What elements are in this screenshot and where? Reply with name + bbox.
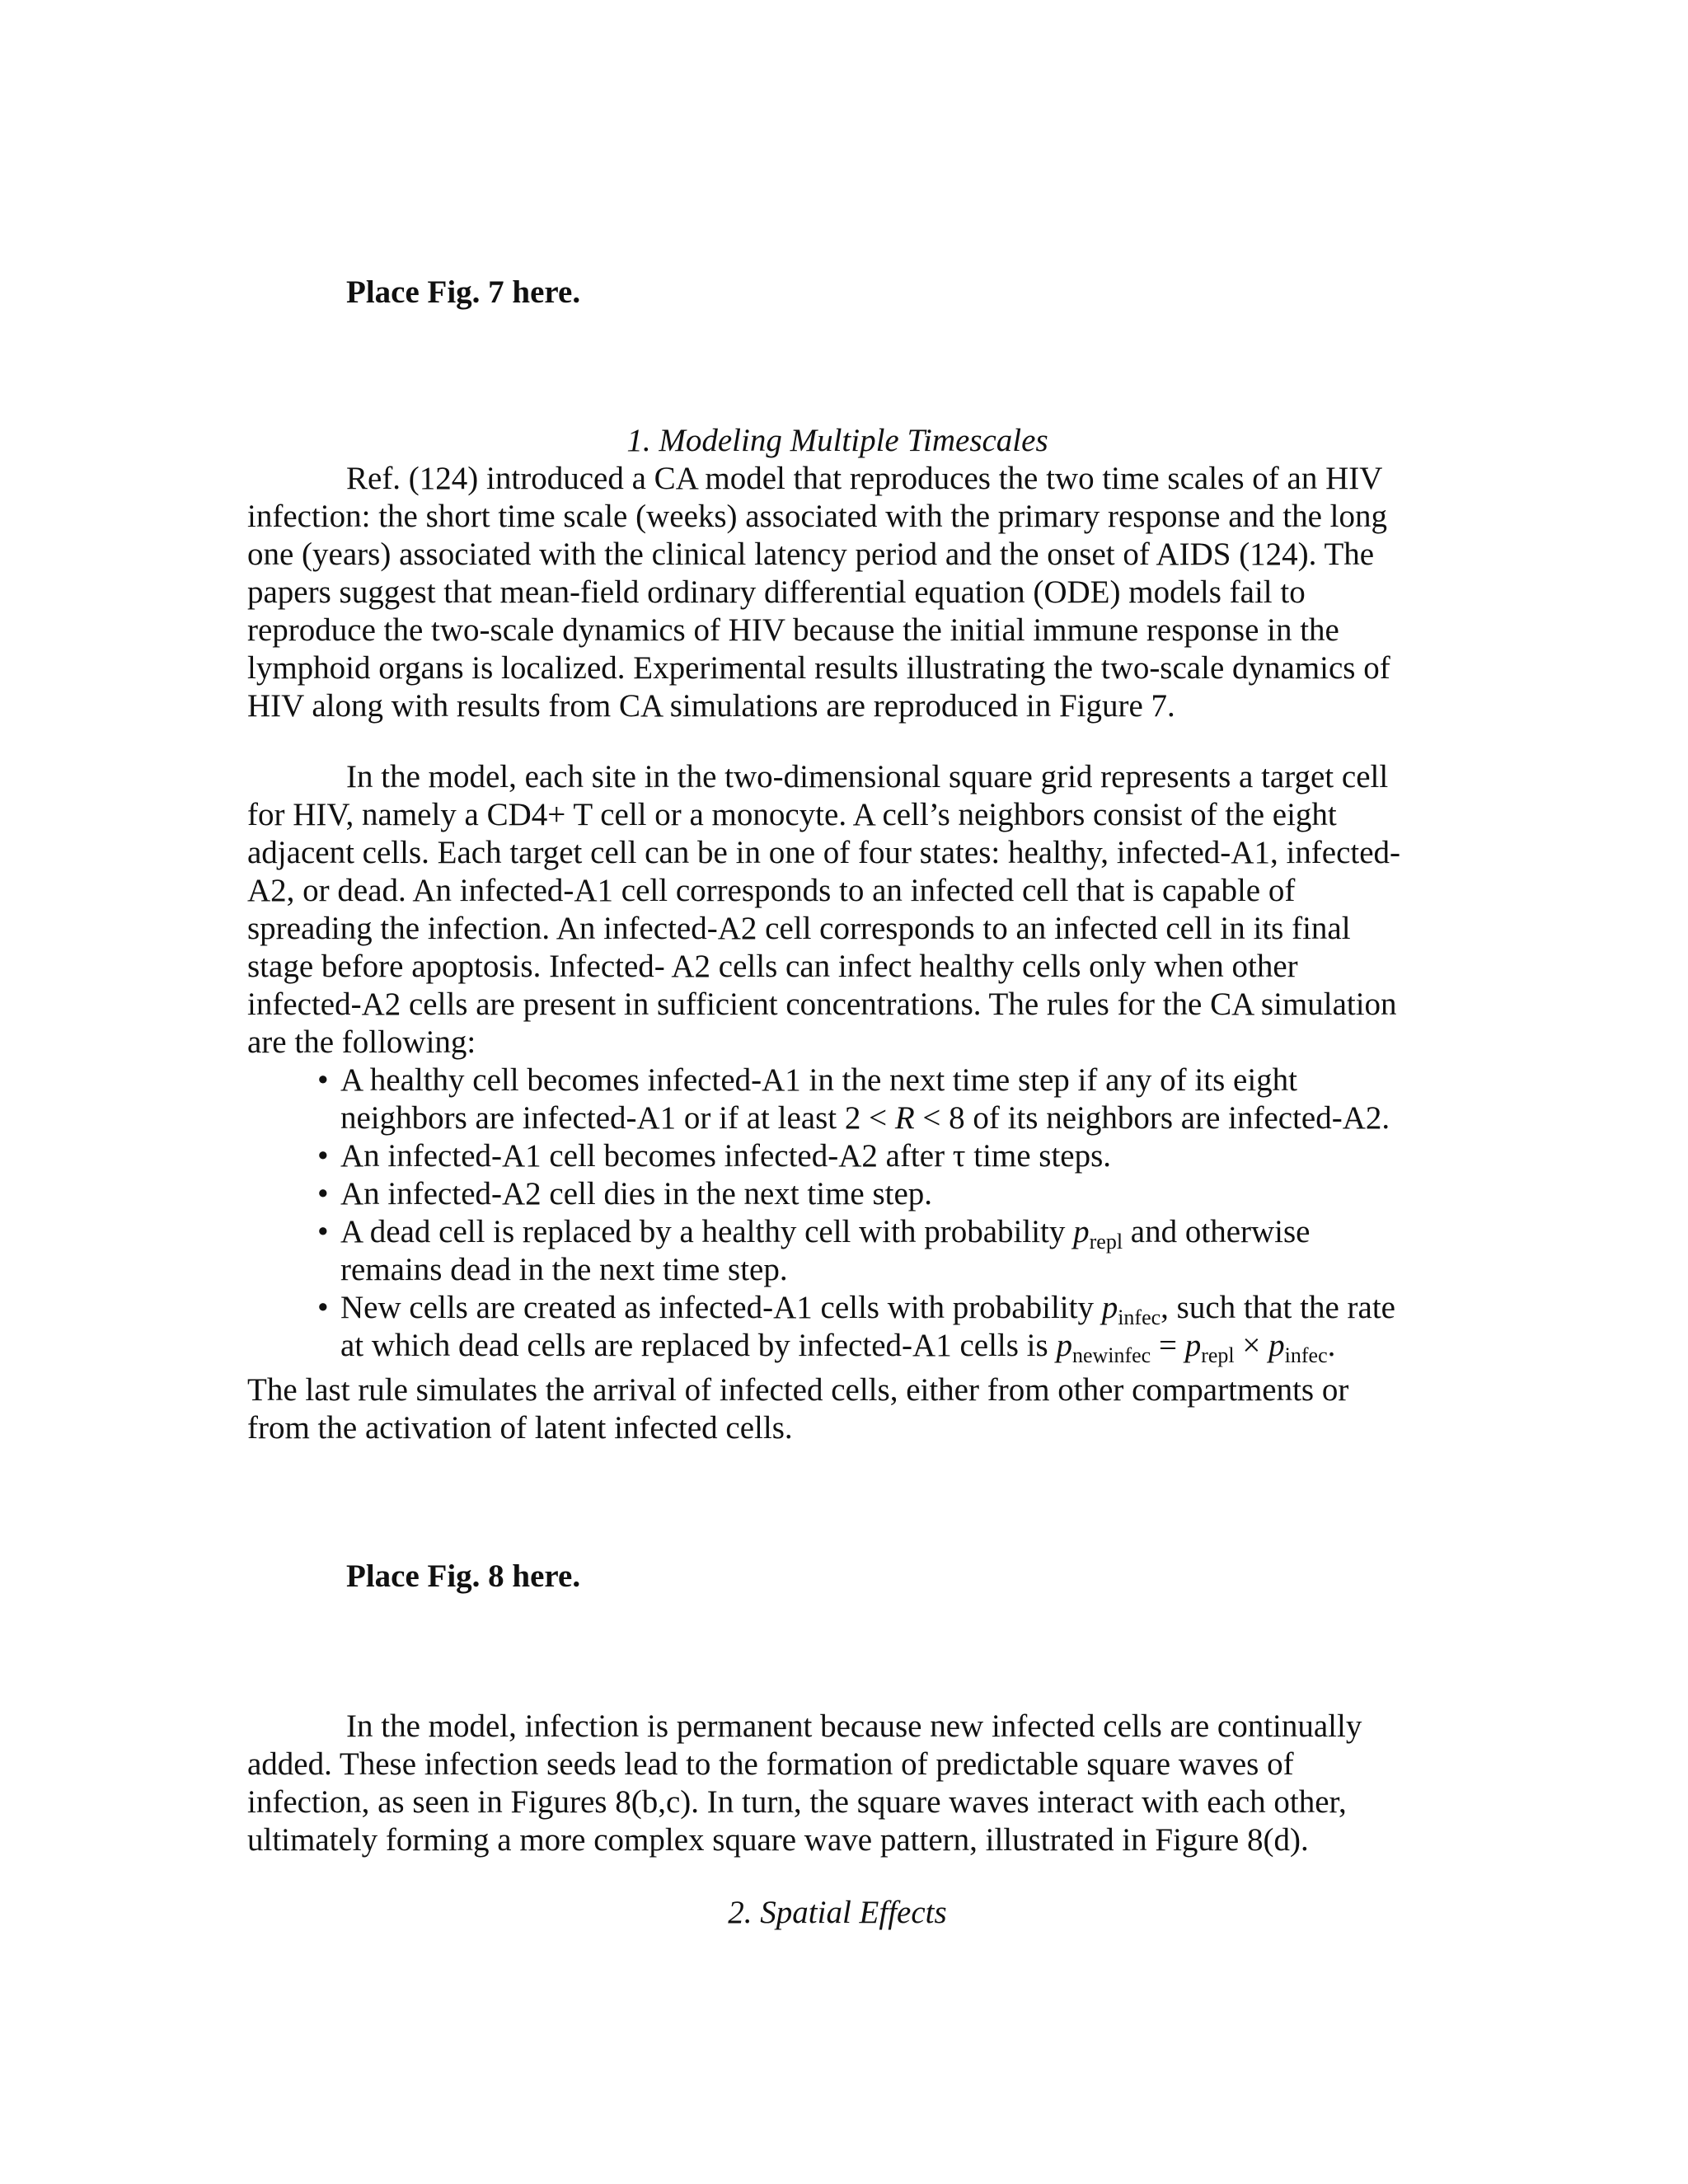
text-line: papers suggest that mean-field ordinary differential equation (ODE) models fail to bbox=[247, 574, 1306, 610]
text-line: one (years) associated with the clinical latency period and the onset of AIDS (124). The bbox=[247, 537, 1375, 572]
bullet: • bbox=[317, 1176, 329, 1212]
paragraph-intro bbox=[247, 460, 1434, 725]
rule-item bbox=[317, 1213, 1438, 1289]
figure-8-placeholder: Place Fig. 8 here. bbox=[346, 1558, 581, 1594]
text-line: remains dead in the next time step. bbox=[340, 1252, 788, 1287]
text-line: adjacent cells. Each target cell can be in one of four states: healthy, infected-A1, infected- bbox=[247, 835, 1401, 870]
bullet: • bbox=[317, 1290, 329, 1325]
text-line: neighbors are infected-A1 or if at least 2 < R < 8 of its neighbors are infected-A2. bbox=[340, 1100, 1390, 1136]
bullet: • bbox=[317, 1138, 329, 1174]
paragraph-last-rule bbox=[247, 1371, 1434, 1447]
rule-item bbox=[317, 1175, 1438, 1213]
text-line: An infected-A1 cell becomes infected-A2 after τ time steps. bbox=[340, 1138, 1112, 1174]
paragraph-infection-waves bbox=[247, 1708, 1434, 1859]
text-line: An infected-A2 cell dies in the next time step. bbox=[340, 1176, 933, 1212]
text-line: In the model, each site in the two-dimensional square grid represents a target cell bbox=[346, 759, 1389, 794]
text-line: spreading the infection. An infected-A2 cell corresponds to an infected cell in its final bbox=[247, 911, 1351, 946]
text-line: HIV along with results from CA simulations are reproduced in Figure 7. bbox=[247, 688, 1175, 724]
text-line: A dead cell is replaced by a healthy cell with probability $p_{repl}$ and otherwise bbox=[340, 1214, 1311, 1254]
text-line: are the following: bbox=[247, 1024, 476, 1060]
bullet: • bbox=[317, 1214, 329, 1249]
text-line: reproduce the two-scale dynamics of HIV because the initial immune response in the bbox=[247, 612, 1339, 648]
text-line: New cells are created as infected-A1 cells with probability $p_{infec}$, such that the rate bbox=[340, 1290, 1395, 1329]
figure-7-placeholder: Place Fig. 7 here. bbox=[346, 274, 581, 310]
text-line: infection: the short time scale (weeks) associated with the primary response and the long bbox=[247, 499, 1387, 534]
section-1-heading: 1. Modeling Multiple Timescales bbox=[626, 423, 1048, 458]
text-line: Ref. (124) introduced a CA model that reproduces the two time scales of an HIV bbox=[346, 461, 1383, 496]
rule-item bbox=[317, 1289, 1438, 1365]
text-line: ultimately forming a more complex square wave pattern, illustrated in Figure 8(d). bbox=[247, 1822, 1309, 1858]
text-line: stage before apoptosis. Infected- A2 cells can infect healthy cells only when other bbox=[247, 949, 1298, 984]
ca-rules-list bbox=[317, 1062, 1438, 1365]
text-line: A healthy cell becomes infected-A1 in the next time step if any of its eight bbox=[340, 1062, 1297, 1098]
text-line: from the activation of latent infected cells. bbox=[247, 1410, 793, 1446]
text-line: The last rule simulates the arrival of infected cells, either from other compartments or bbox=[247, 1372, 1349, 1408]
text-line: infection, as seen in Figures 8(b,c). In turn, the square waves interact with each other, bbox=[247, 1784, 1347, 1820]
text-line: lymphoid organs is localized. Experimental results illustrating the two-scale dynamics of bbox=[247, 650, 1390, 686]
section-2-heading: 2. Spatial Effects bbox=[728, 1895, 947, 1930]
rule-item bbox=[317, 1062, 1438, 1137]
rule-item bbox=[317, 1137, 1438, 1175]
text-line: for HIV, namely a CD4+ T cell or a monocyte. A cell’s neighbors consist of the eight bbox=[247, 797, 1337, 832]
equation-line: at which dead cells are replaced by infected-A1 cells is $p_{newinfec} = p_{repl} \times p_{infec}$. bbox=[340, 1328, 1336, 1367]
text-line: infected-A2 cells are present in sufficient concentrations. The rules for the CA simulation bbox=[247, 987, 1397, 1022]
text-line: In the model, infection is permanent because new infected cells are continually bbox=[346, 1708, 1362, 1744]
text-line: added. These infection seeds lead to the formation of predictable square waves of bbox=[247, 1746, 1294, 1782]
paragraph-model-description bbox=[247, 758, 1434, 1062]
text-line: A2, or dead. An infected-A1 cell corresponds to an infected cell that is capable of bbox=[247, 873, 1296, 908]
bullet: • bbox=[317, 1062, 329, 1098]
